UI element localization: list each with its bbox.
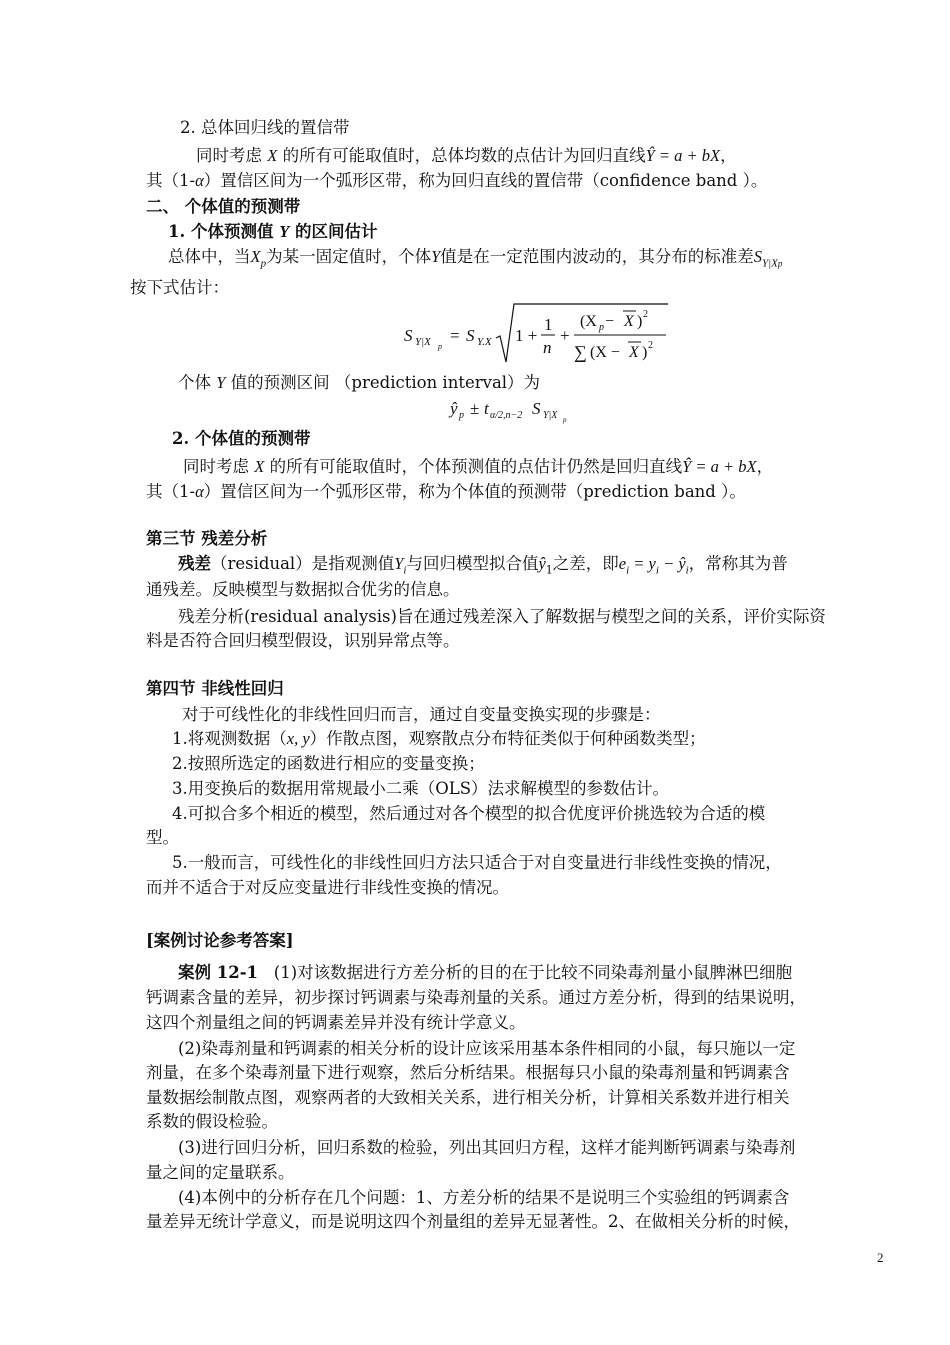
prediction-interval-formula bbox=[448, 394, 598, 426]
list-item: 3.用变换后的数据用常规最小二乘（OLS）法求解模型的参数估计。 bbox=[172, 779, 670, 798]
subheading-interval-estimate: 1. 个体预测值 Y 的区间估计 bbox=[168, 222, 378, 241]
svg-text:S: S bbox=[466, 326, 475, 345]
paragraph-line: 量数据绘制散点图，观察两者的大致相关关系，进行相关分析，计算相关系数并进行相关 bbox=[146, 1088, 790, 1107]
svg-text:(X −: (X − bbox=[590, 344, 620, 361]
svg-text:t: t bbox=[484, 399, 489, 418]
svg-text:p: p bbox=[438, 342, 442, 351]
paragraph-line: 这四个剂量组之间的钙调素差异并没有统计学意义。 bbox=[146, 1013, 526, 1032]
section-heading-nonlinear-regression: 第四节 非线性回归 bbox=[146, 679, 284, 698]
list-item: 1.将观测数据（x, y）作散点图，观察散点分布特征类似于何种函数类型； bbox=[172, 729, 706, 748]
paragraph-line: 总体中，当$X_p$为某一固定值时，个体Y值是在一定范围内波动的，其分布的标准差$S_{Y|Xp}$ bbox=[168, 247, 783, 270]
paragraph-line: 量差异无统计学意义，而是说明这四个剂量组的差异无显著性。2、在做相关分析的时候， bbox=[146, 1212, 800, 1231]
svg-text:1 +: 1 + bbox=[515, 326, 538, 345]
list-item: 2.按照所选定的函数进行相应的变量变换； bbox=[172, 754, 485, 773]
section-heading-case-answers: [案例讨论参考答案] bbox=[146, 931, 294, 950]
paragraph-line: (3)进行回归分析，回归系数的检验，列出其回归方程，这样才能判断钙调素与染毒剂 bbox=[178, 1138, 796, 1157]
regression-line-formula: Ŷ = a + bX bbox=[645, 146, 721, 165]
svg-text:2: 2 bbox=[648, 340, 653, 351]
svg-text:S: S bbox=[532, 399, 541, 418]
svg-text:): ) bbox=[642, 344, 648, 361]
svg-text:∑: ∑ bbox=[574, 342, 587, 362]
svg-text:1: 1 bbox=[544, 315, 553, 334]
page-number: 2 bbox=[877, 1250, 884, 1265]
subheading-prediction-band: 2. 个体值的预测带 bbox=[172, 429, 311, 448]
paragraph-line: 料是否符合回归模型假设，识别异常点等。 bbox=[146, 631, 460, 650]
svg-text:(X: (X bbox=[580, 313, 597, 330]
paragraph-line: 同时考虑 X 的所有可能取值时，总体均数的点估计为回归直线Ŷ = a + bX， bbox=[196, 146, 737, 165]
paragraph-line: (2)染毒剂量和钙调素的相关分析的设计应该采用基本条件相同的小鼠，每只施以一定 bbox=[178, 1039, 796, 1058]
svg-text:−: − bbox=[605, 313, 615, 330]
section-heading-residual-analysis: 第三节 残差分析 bbox=[146, 529, 268, 548]
svg-text:p: p bbox=[599, 322, 604, 333]
list-item: 型。 bbox=[146, 828, 179, 847]
svg-text:X: X bbox=[629, 344, 639, 361]
svg-text:Y|X: Y|X bbox=[415, 336, 431, 348]
svg-text:=: = bbox=[450, 326, 460, 345]
prediction-sd-formula bbox=[400, 300, 680, 368]
svg-text:2: 2 bbox=[643, 309, 648, 320]
paragraph-line: 同时考虑 X 的所有可能取值时，个体预测值的点估计仍然是回归直线Ŷ = a + bX， bbox=[183, 457, 774, 476]
list-item: 5.一般而言，可线性化的非线性回归方法只适合于对自变量进行非线性变换的情况， bbox=[172, 853, 782, 872]
list-item: 4.可拟合多个相近的模型，然后通过对各个模型的拟合优度评价挑选较为合适的模 bbox=[172, 804, 766, 823]
svg-text:Y.X: Y.X bbox=[477, 336, 492, 348]
paragraph-line: 钙调素含量的差异，初步探讨钙调素与染毒剂量的关系。通过方差分析，得到的结果说明， bbox=[146, 988, 806, 1007]
svg-text:p: p bbox=[563, 416, 567, 424]
paragraph-line: 通残差。反映模型与数据拟合优劣的信息。 bbox=[146, 580, 460, 599]
paragraph-line: 系数的假设检验。 bbox=[146, 1112, 278, 1131]
subheading-confidence-band: 2. 总体回归线的置信带 bbox=[180, 118, 350, 137]
paragraph-line: 量之间的定量联系。 bbox=[146, 1163, 295, 1182]
svg-text:Y|X: Y|X bbox=[543, 410, 558, 421]
svg-text:n: n bbox=[543, 338, 552, 357]
svg-text:S: S bbox=[404, 326, 413, 345]
paragraph-line: 其（1-α）置信区间为一个弧形区带，称为个体值的预测带（prediction band ）。 bbox=[146, 482, 746, 501]
paragraph-line: 残差（residual）是指观测值$Y_i$与回归模型拟合值$ŷ_1$之差，即$e_i = y_i$ − $ŷ_i$，常称其为普 bbox=[178, 554, 788, 577]
paragraph-line: 剂量，在多个染毒剂量下进行观察，然后分析结果。根据每只小鼠的染毒剂量和钙调素含 bbox=[146, 1063, 790, 1082]
svg-text:ŷ: ŷ bbox=[450, 399, 458, 418]
paragraph-line: 对于可线性化的非线性回归而言，通过自变量变换实现的步骤是： bbox=[182, 705, 661, 724]
paragraph-line: (4)本例中的分析存在几个问题：1、方差分析的结果不是说明三个实验组的钙调素含 bbox=[178, 1188, 790, 1207]
svg-text:±: ± bbox=[470, 399, 480, 418]
section-heading-prediction-band: 二、 个体值的预测带 bbox=[146, 197, 301, 216]
svg-text:): ) bbox=[637, 313, 643, 330]
list-item: 而并不适合于对反应变量进行非线性变换的情况。 bbox=[146, 878, 509, 897]
svg-text:p: p bbox=[459, 410, 464, 421]
paragraph-line: 其（1-α）置信区间为一个弧形区带，称为回归直线的置信带（confidence band ）。 bbox=[146, 171, 768, 190]
svg-text:α/2,n−2: α/2,n−2 bbox=[490, 410, 523, 421]
svg-text:+: + bbox=[560, 326, 570, 345]
paragraph-line: 个体 Y 值的预测区间 （prediction interval）为 bbox=[178, 373, 541, 392]
paragraph-line: 按下式估计： bbox=[130, 278, 229, 297]
paragraph-line: 案例 12-1 (1)对该数据进行方差分析的目的在于比较不同染毒剂量小鼠脾淋巴细胞 bbox=[178, 963, 793, 982]
svg-text:X: X bbox=[624, 313, 634, 330]
paragraph-line: 残差分析(residual analysis)旨在通过残差深入了解数据与模型之间的关系，评价实际资 bbox=[178, 607, 826, 626]
